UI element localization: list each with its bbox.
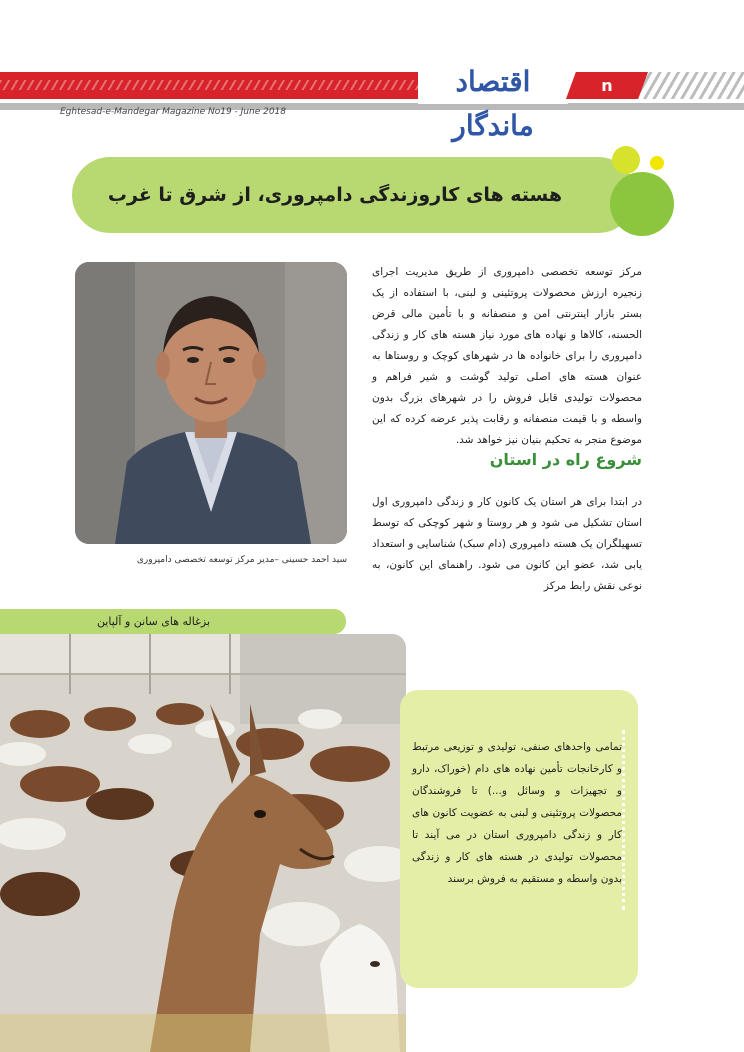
magazine-logo: اقتصاد ماندگار — [418, 60, 568, 104]
decor-circle-small — [650, 156, 664, 170]
portrait-photo — [75, 262, 347, 544]
intro-paragraph: مرکز توسعه تخصصی دامپروری از طریق مدیریت اجرای زنجیره ارزش محصولات پروتئینی و لبنی، با استفاده از یک بستر بازار اینترنتی امن و منصفانه و با تأمین مالی قرض الحسنه، کالاها و نهاده های مورد نیاز هسته های کار و زندگی دامپروری را برای خانواده ها در شهرهای کوچک و روستاها به عنوان هسته های اصلی تولید گوشت و شیر فراهم و محصولات تولیدی قابل فروش را در شهرهای بزرگ بدون واسطه و با قیمت منصفانه و رقابت پذیر عرضه کرده که این موضوع منجر به تحکیم بنیان نیز خواهد شد. — [372, 266, 642, 446]
article-title: هسته های کاروزندگی دامپروری، از شرق تا غرب — [107, 184, 563, 206]
magazine-issue-line: Eghtesad-e-Mandegar Magazine No19 - June 2018 — [60, 107, 287, 117]
page-number: n — [601, 76, 613, 95]
header-stripes — [0, 80, 430, 90]
body-paragraph: در ابتدا برای هر استان یک کانون کار و زندگی دامپروری اول استان تشکیل می شود و هر روستا و شهر کوچکی که توسط تسهیلگران یک هسته دامپروری (دام سبک) شناسایی و استعداد یابی شد، عضو این کانون می شود. راهنمای این کانون، به نوعی نقش رابط مرکز — [372, 496, 642, 592]
section-subheading: شروع راه در استان — [489, 450, 642, 469]
callout-text: تمامی واحدهای صنفی، تولیدی و توزیعی مرتبط و کارخانجات تأمین نهاده های دام (خوراک، دارو و تجهیزات و وسائل و...) تا فروشندگان محصولات پروتئینی و لبنی به عضویت کانون های کار و زندگی دامپروری استان در می آیند تا محصولات تولیدی در هسته های کار و زندگی بدون واسطه و مستقیم به فروش برسند — [412, 741, 622, 885]
header-right-stripes — [640, 72, 744, 99]
decor-circle-medium — [612, 146, 640, 174]
photo-label: بزغاله های سانن و آلپاین — [96, 615, 210, 628]
callout-dotted-line — [622, 730, 625, 910]
portrait-caption: سید احمد حسینی –مدیر مرکز توسعه تخصصی دامپروری — [136, 555, 347, 565]
decor-circle-large — [610, 172, 674, 236]
goats-photo — [0, 634, 406, 1052]
